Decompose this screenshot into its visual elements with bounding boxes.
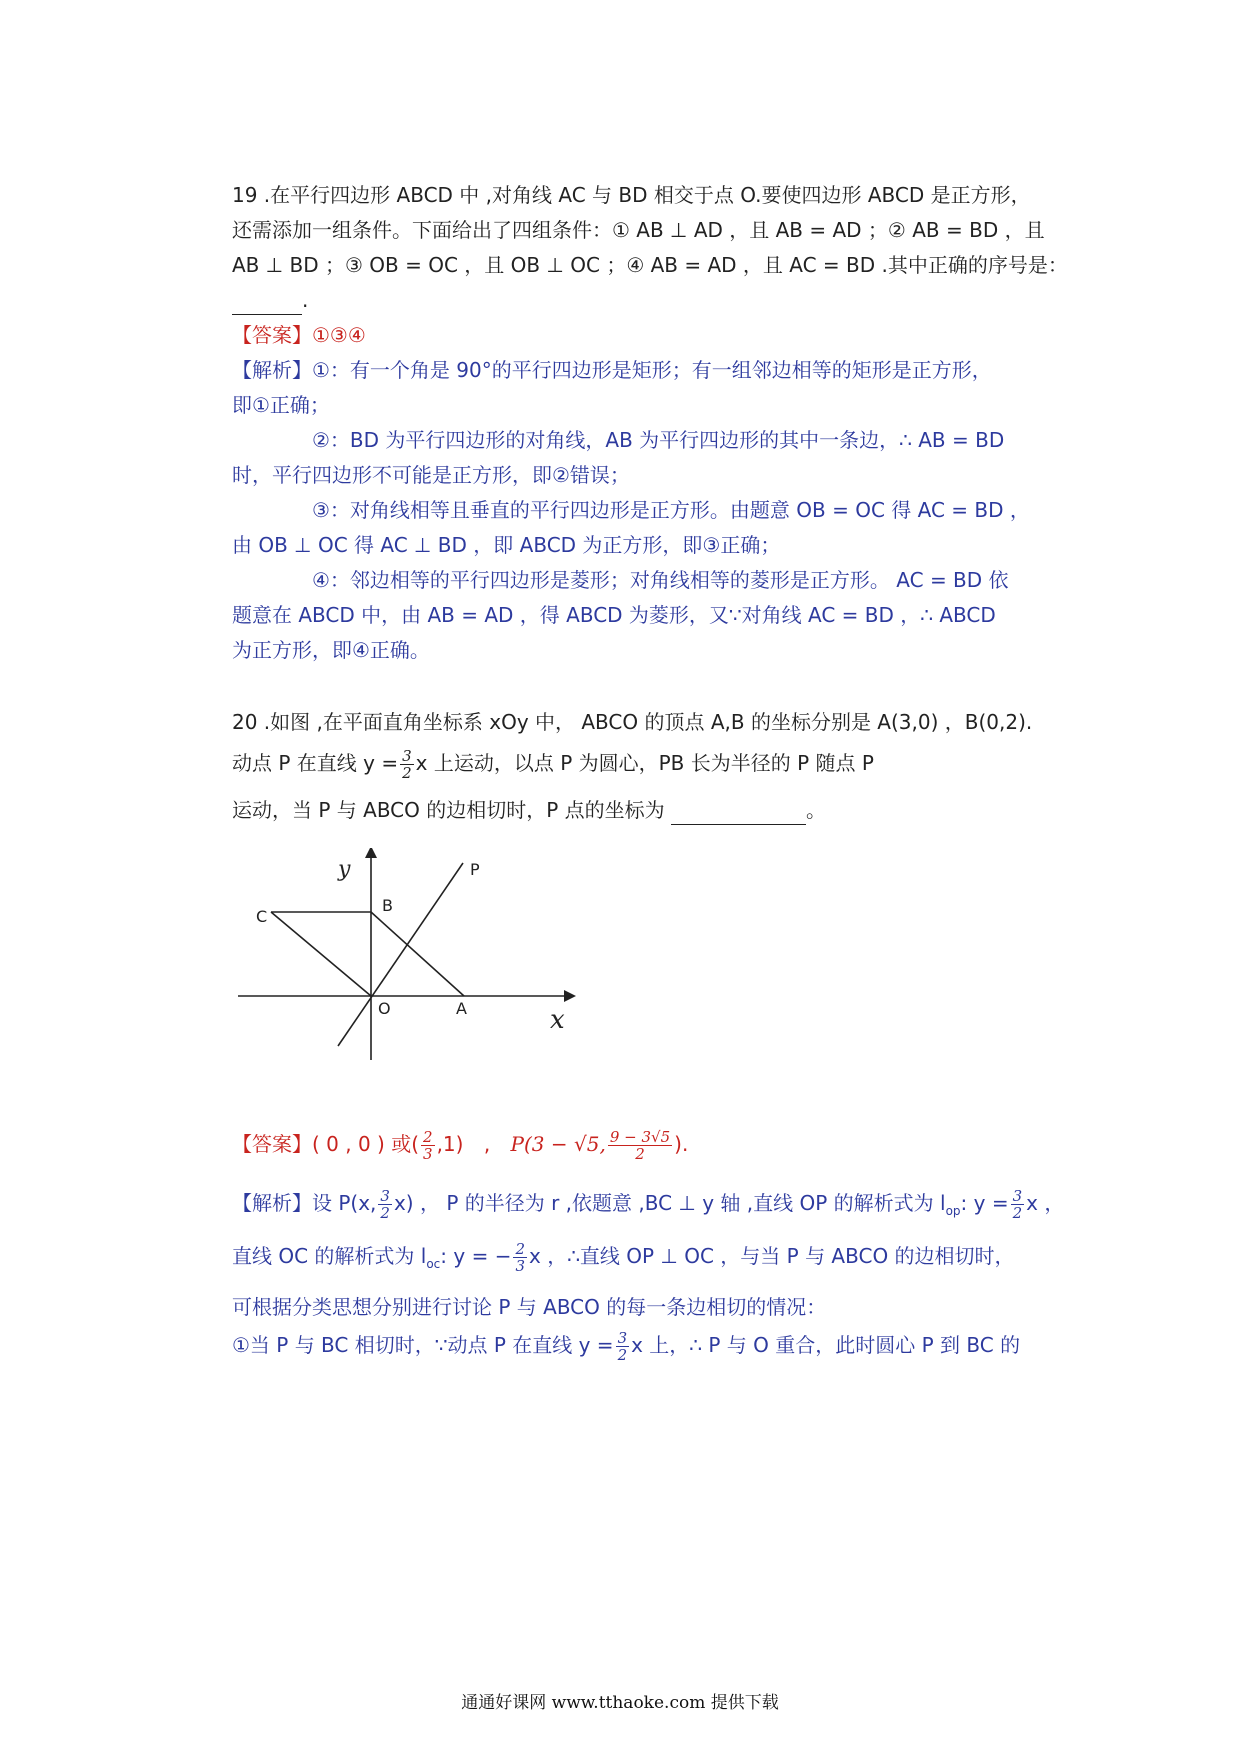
label-c: C bbox=[256, 907, 268, 926]
segment-ba bbox=[371, 912, 464, 996]
q20-answer-blank bbox=[671, 802, 806, 825]
q19-explanation-1: 【解析】①：有一个角是 90°的平行四边形是矩形；有一组邻边相等的矩形是正方形， bbox=[232, 358, 992, 382]
label-a: A bbox=[456, 999, 467, 1018]
fraction: $\frac{2}{3}$ bbox=[423, 1128, 433, 1163]
q19-explanation-2: 即①正确； bbox=[232, 393, 330, 417]
q19-answer bbox=[232, 320, 366, 350]
x-axis-label: x bbox=[550, 1005, 565, 1035]
q20-explanation-3: 可根据分类思想分别进行讨论 P 与 ABCO 的每一条边相切的情况： bbox=[232, 1295, 827, 1319]
q19-explanation-3: ②：BD 为平行四边形的对角线，AB 为平行四边形的其中一条边，∴ AB = BD bbox=[312, 428, 1005, 452]
label-b: B bbox=[382, 896, 393, 915]
q19-explanation-7: ④：邻边相等的平行四边形是菱形；对角线相等的菱形是正方形。 AC = BD 依 bbox=[312, 568, 1009, 592]
q19-explanation-8: 题意在 ABCD 中，由 AB = AD ，得 ABCD 为菱形，又∵对角线 AC = BD ，∴ ABCD bbox=[232, 603, 996, 627]
fraction: $\frac{3}{2}$ bbox=[402, 747, 412, 782]
q19-explanation-6: 由 OB ⊥ OC 得 AC ⊥ BD ，即 ABCD 为正方形，即③正确； bbox=[232, 533, 781, 557]
x-axis-arrow bbox=[564, 990, 576, 1002]
q19-answer-blank bbox=[232, 292, 302, 315]
q19-explanation-5: ③：对角线相等且垂直的平行四边形是正方形。由题意 OB = OC 得 AC = BD ， bbox=[312, 498, 1030, 522]
segment-co bbox=[271, 912, 371, 996]
q20-explanation-4: ①当 P 与 BC 相切时，∵动点 P 在直线 y = $\frac{3}{2}$ x 上，∴ P 与 O 重合，此时圆心 P 到 BC 的 bbox=[232, 1329, 1021, 1364]
explanation-tag: 【解析】 bbox=[232, 1191, 312, 1215]
y-axis-arrow bbox=[365, 848, 377, 858]
q19-line-1: 19 .在平行四边形 ABCD 中 ,对角线 AC 与 BD 相交于点 O.要使四边形 ABCD 是正方形， bbox=[232, 183, 1031, 207]
line-op bbox=[338, 863, 463, 1046]
q20-line-2: 动点 P 在直线 y = $\frac{3}{2}$ x 上运动，以点 P 为圆心，PB 长为半径的 P 随点 P bbox=[232, 747, 874, 782]
q19-line-4: . bbox=[232, 285, 308, 315]
q19-line-3: AB ⊥ BD ；③ OB = OC ，且 OB ⊥ OC ；④ AB = AD ，且 AC = BD .其中正确的序号是： bbox=[232, 253, 1068, 277]
q19-line-2: 还需添加一组条件。下面给出了四组条件：① AB ⊥ AD ，且 AB = AD ；② AB = BD ，且 bbox=[232, 218, 1045, 242]
coordinate-figure bbox=[238, 848, 588, 1068]
q20-answer: 【答案】( 0 , 0 ) 或( $\frac{2}{3}$ ,1) , P(3 − √5, $\frac{9 - 3√5}{2}$ ). bbox=[232, 1128, 689, 1163]
fraction: $\frac{3}{2}$ bbox=[380, 1187, 390, 1222]
answer-value: ①③④ bbox=[312, 323, 366, 347]
answer-tag: 【答案】 bbox=[232, 1132, 312, 1156]
q20-line-3: 运动，当 P 与 ABCO 的边相切时，P 点的坐标为 。 bbox=[232, 795, 826, 825]
q20-explanation-1: 【解析】设 P(x, $\frac{3}{2}$ x) ， P 的半径为 r ,依题意 ,BC ⊥ y 轴 ,直线 OP 的解析式为 $l_{op}$: y = $\frac{3}{2}$ x ， bbox=[232, 1187, 1065, 1222]
q20-explanation-2: 直线 OC 的解析式为 $l_{oc}$: y = − $\frac{2}{3}$ x ，∴直线 OP ⊥ OC ，与当 P 与 ABCO 的边相切时， bbox=[232, 1240, 1015, 1275]
fraction: $\frac{3}{2}$ bbox=[617, 1329, 628, 1364]
label-p: P bbox=[470, 860, 480, 879]
y-axis-label: y bbox=[338, 857, 351, 882]
label-o: O bbox=[378, 999, 391, 1018]
q20-line-1: 20 .如图 ,在平面直角坐标系 xOy 中， ABCO 的顶点 A,B 的坐标分别是 A(3,0) ，B(0,2). bbox=[232, 710, 1033, 734]
q19-explanation-4: 时，平行四边形不可能是正方形，即②错误； bbox=[232, 463, 630, 487]
fraction: $\frac{9 - 3√5}{2}$ bbox=[609, 1128, 671, 1163]
explanation-tag: 【解析】 bbox=[232, 358, 312, 382]
fraction: $\frac{3}{2}$ bbox=[1012, 1187, 1023, 1222]
footer-source: 通通好课网 www.tthaoke.com 提供下载 bbox=[461, 1693, 779, 1713]
fraction: $\frac{2}{3}$ bbox=[515, 1240, 526, 1275]
answer-tag: 【答案】 bbox=[232, 323, 312, 347]
q19-explanation-9: 为正方形，即④正确。 bbox=[232, 638, 430, 662]
